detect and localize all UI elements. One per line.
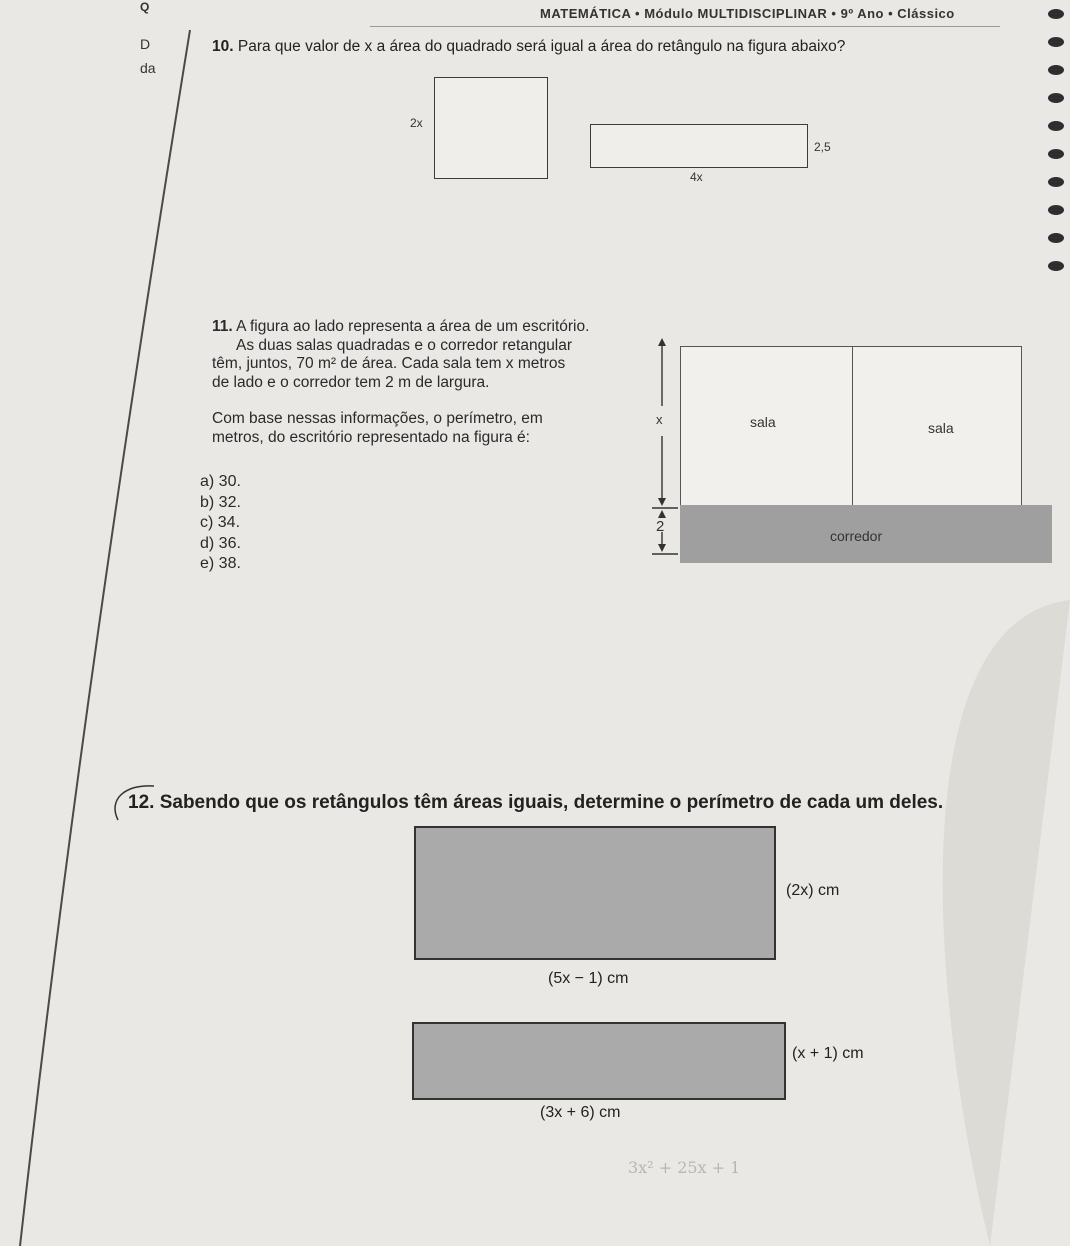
q10-statement xyxy=(212,38,972,56)
q11-option-a[interactable]: a) 30. xyxy=(200,473,241,490)
q11-line-5: Com base nessas informações, o perímetro, em xyxy=(212,410,543,427)
q11-room-left-label: sala xyxy=(750,414,776,430)
q11-line-3: têm, juntos, 70 m² de área. Cada sala tem x metros xyxy=(212,355,566,372)
q11-statement xyxy=(212,318,642,447)
cut-text-2: D xyxy=(140,36,151,52)
q11-options xyxy=(200,472,241,575)
spiral-binding xyxy=(1040,0,1070,280)
q11-corridor-label: corredor xyxy=(830,528,883,544)
q11-number: 11. xyxy=(212,318,233,335)
q12-rectangle-1 xyxy=(414,826,776,960)
q10-number: 10. xyxy=(212,38,234,55)
q11-line-1: A figura ao lado representa a área de um escritório. xyxy=(236,318,590,335)
q12-rect1-height-label: (2x) cm xyxy=(786,882,840,899)
q12-statement xyxy=(128,792,943,814)
q12-rect1-width-label: (5x − 1) cm xyxy=(548,970,629,987)
q10-rect-width-label: 4x xyxy=(690,170,703,184)
cut-text-1: Q xyxy=(140,0,150,14)
page-header: MATEMÁTICA • Módulo MULTIDISCIPLINAR • 9º Ano • Clássico xyxy=(540,6,955,21)
q12-text: Sabendo que os retângulos têm áreas iguais, determine o perímetro de cada um deles. xyxy=(159,792,944,813)
q11-option-c[interactable]: c) 34. xyxy=(200,514,241,531)
q10-text: Para que valor de x a área do quadrado será igual a área do retângulo na figura abaixo? xyxy=(237,38,846,55)
q11-option-d[interactable]: d) 36. xyxy=(200,534,241,552)
q10-rect-height-label: 2,5 xyxy=(814,140,831,154)
q12-pencil-notes: 3x² + 25x + 1 xyxy=(628,1158,741,1177)
q12-number: 12. xyxy=(128,792,155,813)
q10-square-label: 2x xyxy=(410,116,423,130)
q11-room-right-label: sala xyxy=(928,420,954,436)
q11-side-2-label: 2 xyxy=(656,518,665,535)
q12-rectangle-2 xyxy=(412,1022,786,1100)
q12-rect2-width-label: (3x + 6) cm xyxy=(540,1104,621,1121)
q11-option-e[interactable]: e) 38. xyxy=(200,555,241,572)
q10-square xyxy=(434,77,548,179)
q11-option-b[interactable]: b) 32. xyxy=(200,493,241,511)
cut-text-3: da xyxy=(140,60,156,76)
q11-side-x-label: x xyxy=(656,412,663,427)
q11-line-4: de lado e o corredor tem 2 m de largura. xyxy=(212,373,490,391)
q11-line-6: metros, do escritório representado na figura é: xyxy=(212,428,530,446)
header-rule xyxy=(370,26,1000,27)
q11-line-2: As duas salas quadradas e o corredor retangular xyxy=(236,336,573,354)
q10-rectangle xyxy=(590,124,808,168)
q12-rect2-height-label: (x + 1) cm xyxy=(792,1045,864,1062)
